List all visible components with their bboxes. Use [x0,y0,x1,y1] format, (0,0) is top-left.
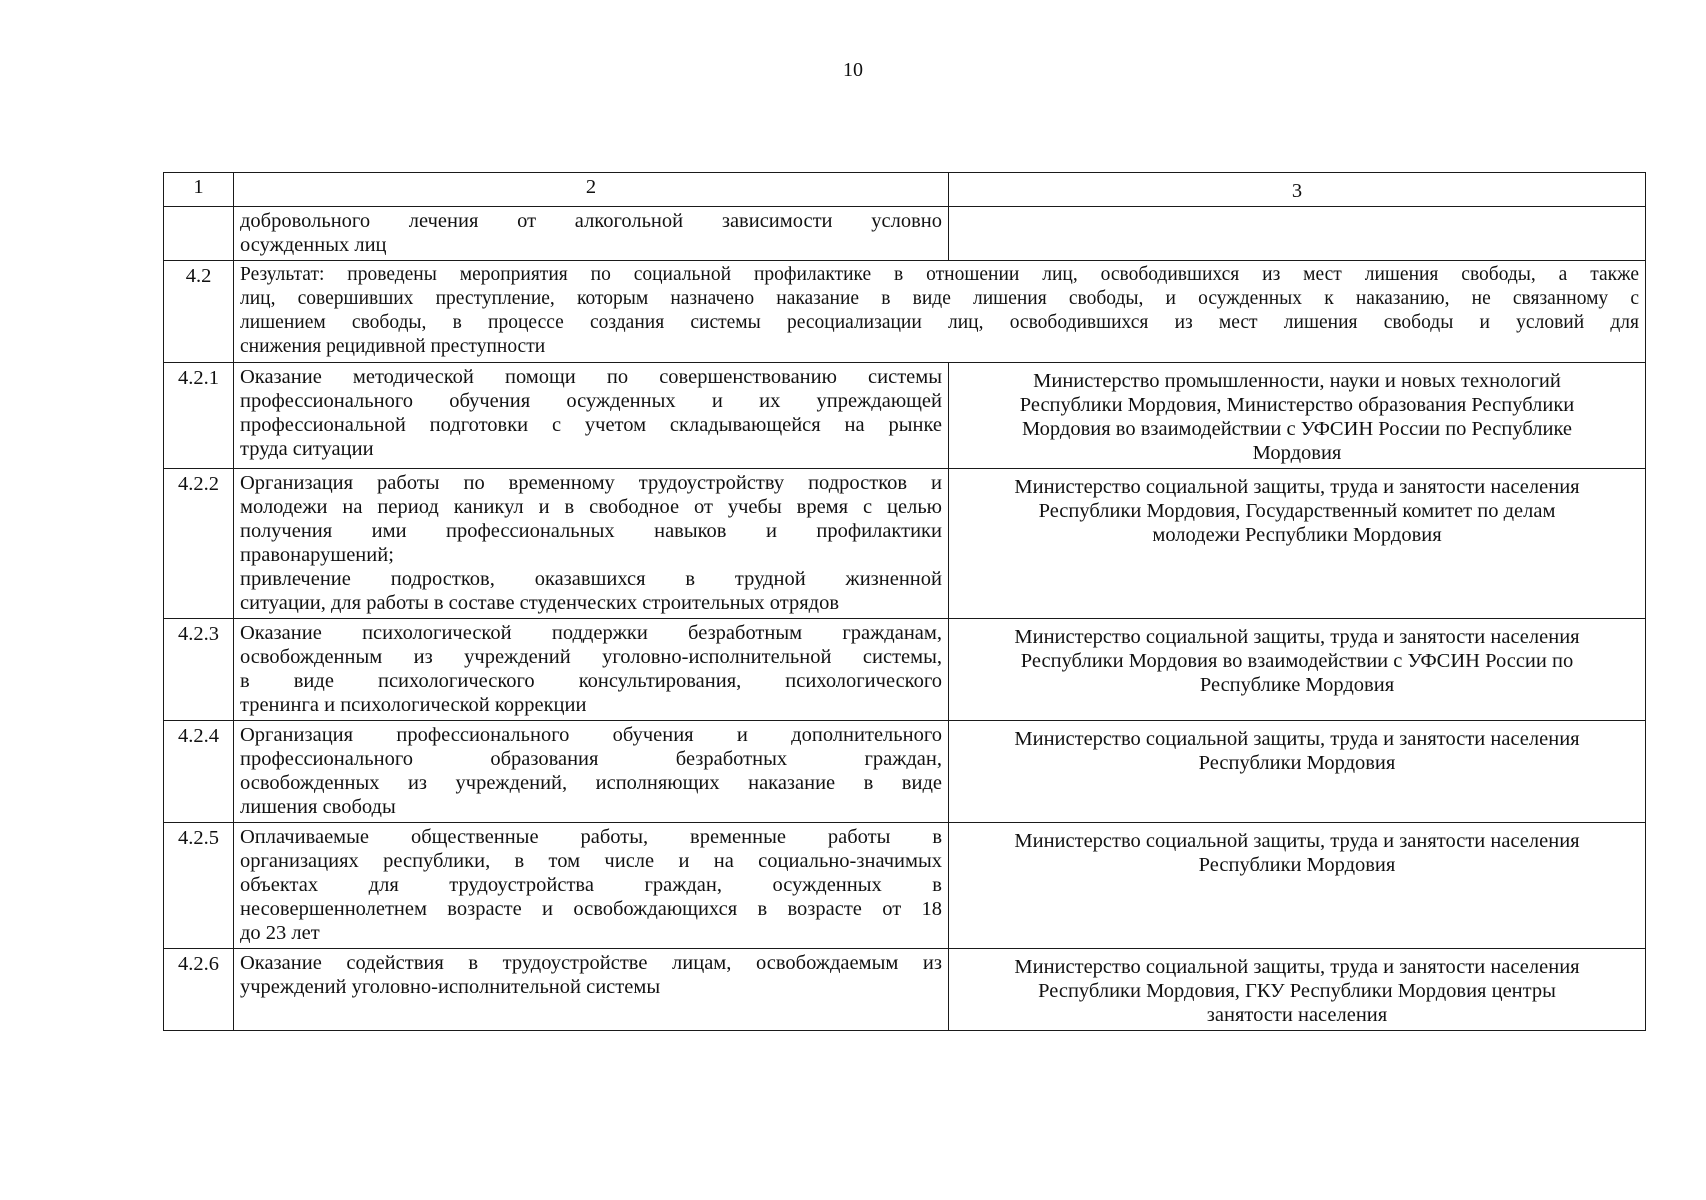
responsible-line: занятости населения [1206,1004,1388,1026]
text-line: Оказание психологической поддержки безработным гражданам, [240,622,942,644]
text-line: ситуации, для работы в составе студенческих строительных отрядов [240,592,840,614]
responsible-line: Республики Мордовия, Государственный комитет по делам [1038,500,1556,522]
row-number: 4.2.6 [164,949,234,1031]
text-line: до 23 лет [240,922,320,944]
text-line: лишением свободы, в процессе создания системы ресоциализации лиц, освободившихся из мест лишения свободы и условий для [240,312,1639,333]
text-line: Результат: проведены мероприятия по социальной профилактике в отношении лиц, освободившихся из мест лишения свободы, а также [240,264,1639,285]
row-number [164,207,234,261]
responsible-line: Республики Мордовия, Министерство образования Республики [1019,394,1575,416]
activity-text [234,619,949,721]
responsible-cell [949,721,1646,823]
responsible-line: Министерство социальной защиты, труда и занятости населения [1014,830,1580,852]
text-line: профессионального обучения осужденных и их упреждающей [240,390,942,412]
row-number: 4.2.2 [164,469,234,619]
text-line: осужденных лиц [240,234,387,256]
result-text [234,261,1646,363]
header-cell-col1: 1 [164,173,234,207]
text-line: несовершеннолетнем возрасте и освобождающихся в возрасте от 18 [240,898,942,920]
text-line: объектах для трудоустройства граждан, осужденных в [240,874,942,896]
table-row-4-2-4 [164,721,1646,823]
text-line: профессионального образования безработных граждан, [240,748,942,770]
activity-text [234,949,949,1031]
responsible-line: Республике Мордовия [1199,674,1395,696]
responsible-line: Министерство социальной защиты, труда и занятости населения [1014,728,1580,750]
responsible-line: молодежи Республики Мордовия [1152,524,1442,546]
responsible-cell [949,207,1646,261]
activity-text [234,363,949,469]
responsible-cell [949,949,1646,1031]
responsible-line: Республики Мордовия, ГКУ Республики Мордовия центры [1038,980,1556,1002]
row-number: 4.2.3 [164,619,234,721]
continuation-row [164,207,1646,261]
text-line: добровольного лечения от алкогольной зависимости условно [240,210,942,232]
text-line: лиц, совершивших преступление, которым назначено наказание в виде лишения свободы, и осужденных к наказанию, не связанному с [240,288,1639,309]
text-line: освобожденных из учреждений, исполняющих наказание в виде [240,772,942,794]
responsible-cell [949,363,1646,469]
text-line: тренинга и психологической коррекции [240,694,587,716]
text-line: учреждений уголовно-исполнительной системы [240,976,661,998]
table-row-4-2-5 [164,823,1646,949]
responsible-line: Министерство социальной защиты, труда и занятости населения [1014,626,1580,648]
page-number: 10 [843,59,863,81]
table-header-row [164,173,1646,207]
text-line: Оплачиваемые общественные работы, временные работы в [240,826,942,848]
table-row-4-2-1 [164,363,1646,469]
responsible-line: Министерство социальной защиты, труда и занятости населения [1014,956,1580,978]
text-line: Оказание методической помощи по совершенствованию системы [240,366,942,388]
row-number: 4.2.5 [164,823,234,949]
row-number: 4.2.1 [164,363,234,469]
text-line: профессиональной подготовки с учетом складывающейся на рынке [240,414,942,436]
result-row [164,261,1646,363]
text-line: освобожденным из учреждений уголовно-исполнительной системы, [240,646,942,668]
responsible-line: Мордовия во взаимодействии с УФСИН России по Республике [1021,418,1573,440]
row-number: 4.2 [164,261,234,363]
activity-text [234,823,949,949]
responsible-line: Республики Мордовия [1198,854,1396,876]
activity-text [234,469,949,619]
text-line: получения ими профессиональных навыков и профилактики [240,520,942,542]
activity-text [234,721,949,823]
table-row-4-2-3 [164,619,1646,721]
table-row-4-2-2 [164,469,1646,619]
activity-text [234,207,949,261]
text-line: молодежи на период каникул и в свободное от учебы время с целью [240,496,942,518]
activities-table [163,172,1646,1031]
table-row-4-2-6 [164,949,1646,1031]
row-number: 4.2.4 [164,721,234,823]
text-line: снижения рецидивной преступности [240,336,546,357]
header-cell-col2: 2 [234,173,949,207]
header-cell-col3: 3 [949,173,1646,207]
text-line: Организация профессионального обучения и дополнительного [240,724,942,746]
responsible-line: Республики Мордовия [1198,752,1396,774]
responsible-line: Мордовия [1252,442,1342,464]
responsible-cell [949,619,1646,721]
text-line: привлечение подростков, оказавшихся в трудной жизненной [240,568,942,590]
responsible-line: Республики Мордовия во взаимодействии с УФСИН России по [1020,650,1574,672]
text-line: правонарушений; [240,544,394,566]
text-line: труда ситуации [240,438,374,460]
responsible-line: Министерство промышленности, науки и новых технологий [1033,370,1561,392]
text-line: в виде психологического консультирования, психологического [240,670,942,692]
text-line: организациях республики, в том числе и на социально-значимых [240,850,942,872]
text-line: Организация работы по временному трудоустройству подростков и [240,472,942,494]
responsible-line: Министерство социальной защиты, труда и занятости населения [1014,476,1580,498]
text-line: лишения свободы [240,796,396,818]
responsible-cell [949,823,1646,949]
text-line: Оказание содействия в трудоустройстве лицам, освобождаемым из [240,952,942,974]
responsible-cell [949,469,1646,619]
